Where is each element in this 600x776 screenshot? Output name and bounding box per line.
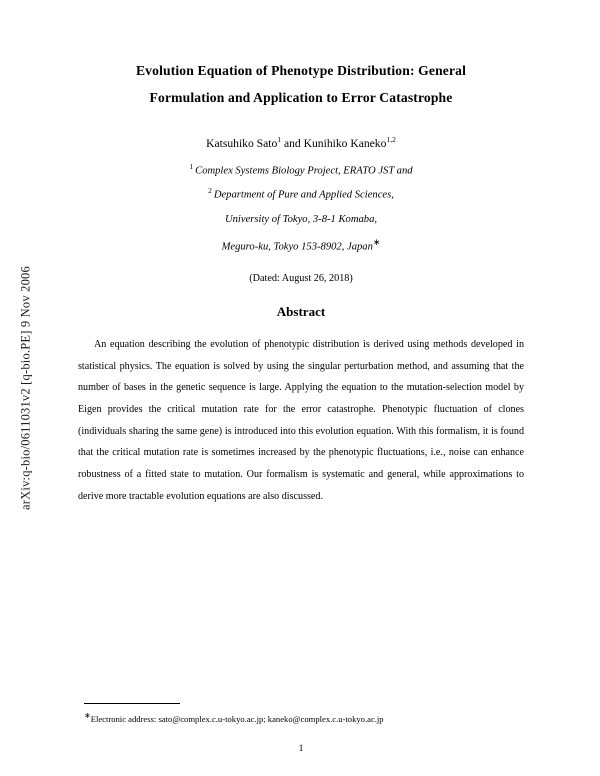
affiliation-text: Department of Pure and Applied Sciences, (213, 189, 394, 201)
footnote-star-icon: ∗ (84, 711, 91, 721)
page-title (62, 58, 540, 111)
author-affiliation-marker-1: 1 (277, 135, 282, 145)
arxiv-identifier-stamp (0, 0, 52, 776)
affiliation-marker: 1 (189, 162, 194, 172)
title-line-1: Evolution Equation of Phenotype Distribution: General (135, 63, 467, 78)
author-name-1: Katsuhiko Sato (206, 137, 278, 150)
author-conjunction: and (281, 137, 304, 150)
affiliation-line (62, 183, 540, 207)
affiliation-text: Complex Systems Biology Project, ERATO JST and (195, 165, 413, 177)
affiliation-text: Meguro-ku, Tokyo 153-8902, Japan (221, 241, 373, 253)
affiliation-text: University of Tokyo, 3-8-1 Komaba, (224, 213, 378, 225)
page-number: 1 (298, 743, 304, 754)
abstract-paragraph (78, 334, 524, 508)
abstract-text: An equation describing the evolution of phenotypic distribution is derived using methods developed in statistical physics. The equation is solved by using the singular perturbation method, and assuming that the number of bases in the genetic sequence is large. Applying the equation to the mutation-selection model by Eigen provides the critical mutation rate for the error catastrophe. Phenotypic fluctuation of clones (individuals sharing the same gene) is introduced into this evolution equation. With this formalism, it is found that the critical mutation rate is sometimes increased by the phenotypic fluctuations, i.e., noise can enhance robustness of a fitted state to mutation. Our formalism is systematic and general, while approximations to derive more tractable evolution equations are also discussed. (78, 338, 524, 502)
paper-page (62, 0, 540, 776)
affiliation-marker: 2 (208, 186, 212, 196)
arxiv-identifier-text: arXiv:q-bio/0611031v2 [q-bio.PE] 9 Nov 2006 (18, 266, 33, 510)
affiliation-block (62, 159, 540, 259)
title-line-2: Formulation and Application to Error Catastrophe (149, 89, 453, 105)
footnote (84, 710, 524, 726)
footnote-text: Electronic address: sato@complex.c.u-tokyo.ac.jp; kaneko@complex.c.u-tokyo.ac.jp (90, 714, 384, 725)
author-name-2: Kunihiko Kaneko (303, 137, 387, 150)
affiliation-line (62, 232, 540, 259)
footnote-marker-icon: ∗ (372, 236, 381, 247)
date-line: (Dated: August 26, 2018) (249, 272, 353, 284)
abstract-heading: Abstract (276, 303, 326, 319)
affiliation-line (62, 159, 540, 183)
affiliation-line (62, 208, 540, 232)
author-affiliation-marker-2: 1,2 (386, 135, 396, 145)
footnote-divider (84, 703, 180, 704)
author-list (62, 133, 540, 155)
